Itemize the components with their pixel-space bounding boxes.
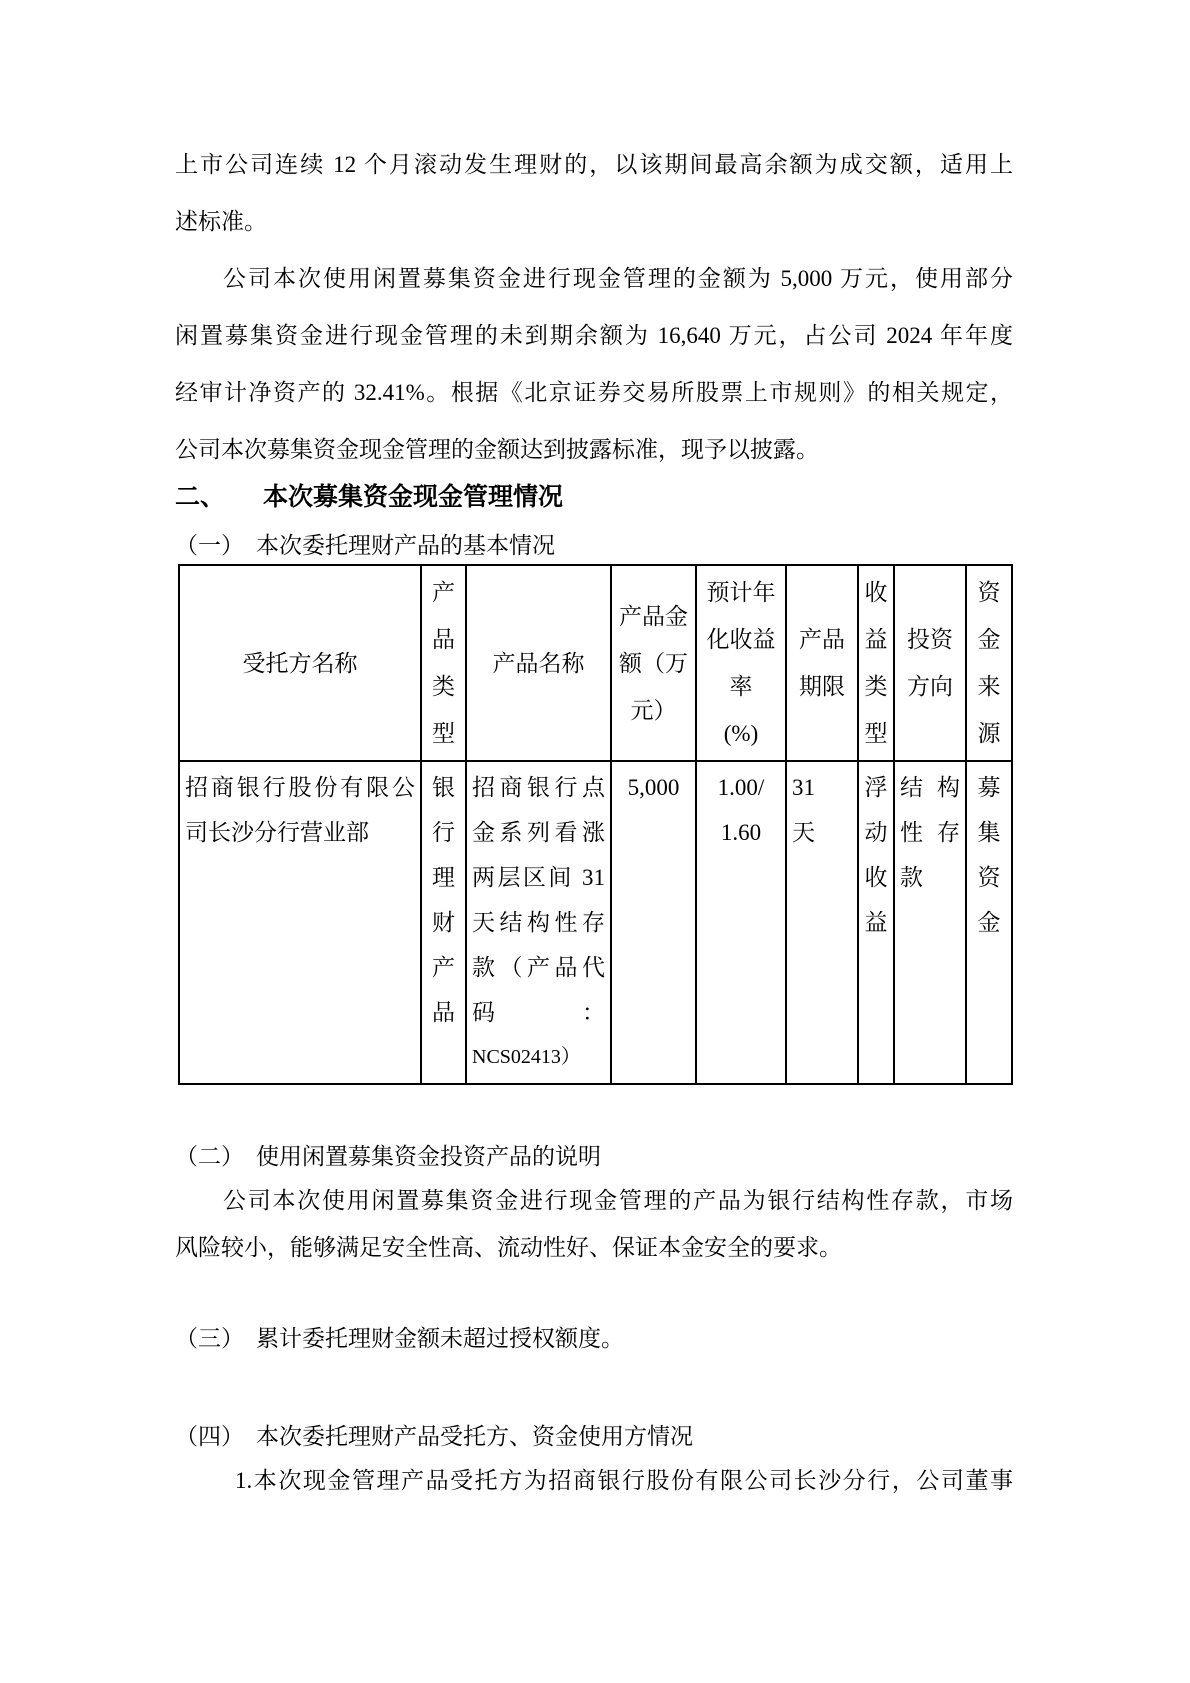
col-header-investment-direction bbox=[894, 565, 966, 761]
paragraph-product-description bbox=[175, 1177, 1013, 1271]
cell-income-type bbox=[858, 761, 894, 1084]
cell-line: 款 bbox=[900, 865, 923, 890]
paragraph-line: 闲置募集资金进行现金管理的未到期余额为 16,640 万元，占公司 2024 年年度 bbox=[175, 323, 1013, 348]
cell-line: 财 bbox=[432, 910, 455, 935]
subsection-2-marker: （二） bbox=[175, 1144, 244, 1169]
header-line: 产品 bbox=[799, 627, 845, 652]
col-header-amount bbox=[611, 565, 696, 761]
paragraph-cash-management bbox=[175, 250, 1013, 478]
cell-trustee bbox=[179, 761, 421, 1084]
col-header-expected-yield bbox=[696, 565, 786, 761]
cell-line: 性存 bbox=[900, 820, 960, 845]
paragraph-line: 述标准。 bbox=[175, 209, 267, 234]
cell-expected-yield bbox=[696, 761, 786, 1084]
header-line: 源 bbox=[977, 721, 1001, 746]
header-line: 型 bbox=[432, 721, 455, 746]
col-header-trustee: 受托方名称 bbox=[179, 565, 421, 761]
cell-line: 行 bbox=[432, 820, 455, 845]
header-line: 来 bbox=[977, 674, 1001, 699]
cell-line: 动 bbox=[864, 820, 888, 845]
cell-line: 金系列看涨 bbox=[472, 820, 605, 845]
section-heading bbox=[175, 483, 1013, 513]
cell-line: 招商银行点 bbox=[472, 775, 605, 800]
subsection-4-heading bbox=[175, 1422, 1013, 1452]
cell-line: 司长沙分行营业部 bbox=[185, 820, 369, 845]
cell-line: 1.60 bbox=[720, 820, 762, 845]
paragraph-line: 公司本次募集资金现金管理的金额达到披露标准，现予以披露。 bbox=[175, 437, 819, 462]
header-line: 产品金 bbox=[619, 603, 688, 629]
header-line: 收 bbox=[864, 580, 888, 605]
paragraph-line: 经审计净资产的 32.41%。根据《北京证券交易所股票上市规则》的相关规定， bbox=[175, 380, 1013, 405]
col-header-product-name: 产品名称 bbox=[466, 565, 611, 761]
paragraph-line: 风险较小，能够满足安全性高、流动性好、保证本金安全的要求。 bbox=[175, 1235, 842, 1260]
cell-line: 款（产品代 bbox=[472, 955, 605, 980]
section-title: 本次募集资金现金管理情况 bbox=[263, 484, 564, 511]
cell-line: 资 bbox=[977, 865, 1001, 890]
cell-line: 5,000 bbox=[627, 775, 680, 800]
cell-line: 产 bbox=[432, 955, 455, 980]
header-line: 方向 bbox=[907, 674, 953, 699]
subsection-1-title: 本次委托理财产品的基本情况 bbox=[256, 533, 555, 558]
cell-line: 金 bbox=[977, 910, 1001, 935]
header-line: 预计年 bbox=[706, 580, 776, 605]
cell-line: 银 bbox=[432, 775, 455, 800]
col-header-income-type bbox=[858, 565, 894, 761]
subsection-2-heading bbox=[175, 1142, 1013, 1172]
header-line: 投资 bbox=[907, 627, 953, 652]
header-line: 品 bbox=[432, 627, 455, 652]
cell-fund-source bbox=[966, 761, 1012, 1084]
header-line: 额（万 bbox=[619, 650, 688, 676]
section-number: 二、 bbox=[175, 484, 226, 511]
cell-line: 两层区间 31 bbox=[472, 865, 605, 890]
cell-line: 1.00/ bbox=[717, 775, 765, 800]
cell-line: 集 bbox=[977, 820, 1001, 845]
header-line: 资 bbox=[977, 580, 1001, 605]
wealth-product-table bbox=[178, 564, 1013, 1085]
cell-term bbox=[786, 761, 858, 1084]
header-line: 型 bbox=[864, 721, 888, 746]
subsection-1-heading bbox=[175, 531, 1013, 561]
cell-investment-direction bbox=[894, 761, 966, 1084]
paragraph-line: 上市公司连续 12 个月滚动发生理财的，以该期间最高余额为成交额，适用上 bbox=[175, 152, 1013, 177]
header-line: (%) bbox=[723, 721, 759, 746]
numbered-item-1: 1.本次现金管理产品受托方为招商银行股份有限公司长沙分行，公司董事 bbox=[235, 1468, 1013, 1493]
subsection-2-title: 使用闲置募集资金投资产品的说明 bbox=[256, 1144, 601, 1169]
header-line: 益 bbox=[864, 627, 888, 652]
header-line: 化收益 bbox=[706, 627, 776, 652]
document-content bbox=[0, 136, 1190, 1504]
paragraph-line: 公司本次使用闲置募集资金进行现金管理的产品为银行结构性存款，市场 bbox=[223, 1188, 1013, 1213]
header-line: 产 bbox=[432, 580, 455, 605]
cell-line: 收 bbox=[864, 865, 888, 890]
cell-line: 益 bbox=[864, 910, 888, 935]
header-line: 期限 bbox=[799, 674, 845, 699]
subsection-3-marker: （三） bbox=[175, 1326, 244, 1351]
col-header-product-type bbox=[421, 565, 466, 761]
cell-line: 招商银行股份有限公 bbox=[185, 775, 415, 800]
cell-line: 浮 bbox=[864, 775, 888, 800]
cell-line: 品 bbox=[432, 1000, 455, 1025]
cell-line: 募 bbox=[977, 775, 1001, 800]
paragraph-line: 公司本次使用闲置募集资金进行现金管理的金额为 5,000 万元，使用部分 bbox=[223, 266, 1013, 291]
subsection-4-marker: （四） bbox=[175, 1424, 244, 1449]
paragraph-continuation bbox=[175, 136, 1013, 250]
cell-amount bbox=[611, 761, 696, 1084]
table-header-row bbox=[179, 565, 1012, 761]
cell-line: 31 bbox=[792, 775, 815, 800]
header-line: 金 bbox=[977, 627, 1001, 652]
cell-line: 天结构性存 bbox=[472, 910, 605, 935]
cell-line: 码： bbox=[472, 1000, 605, 1025]
table-data-row bbox=[179, 761, 1012, 1084]
cell-line: 天 bbox=[792, 820, 815, 845]
header-line: 类 bbox=[864, 674, 888, 699]
cell-line: NCS02413） bbox=[472, 1046, 581, 1068]
cell-product-type bbox=[421, 761, 466, 1084]
subsection-3-heading bbox=[175, 1324, 1013, 1354]
header-line: 类 bbox=[432, 674, 455, 699]
col-header-term bbox=[786, 565, 858, 761]
header-line: 元） bbox=[630, 697, 677, 723]
header-line: 率 bbox=[729, 674, 753, 699]
subsection-3-title: 累计委托理财金额未超过授权额度。 bbox=[256, 1326, 624, 1351]
col-header-fund-source bbox=[966, 565, 1012, 761]
cell-line: 理 bbox=[432, 865, 455, 890]
cell-line: 结构 bbox=[900, 775, 960, 800]
subsection-4-title: 本次委托理财产品受托方、资金使用方情况 bbox=[256, 1424, 693, 1449]
cell-product-name bbox=[466, 761, 611, 1084]
subsection-1-marker: （一） bbox=[175, 533, 244, 558]
